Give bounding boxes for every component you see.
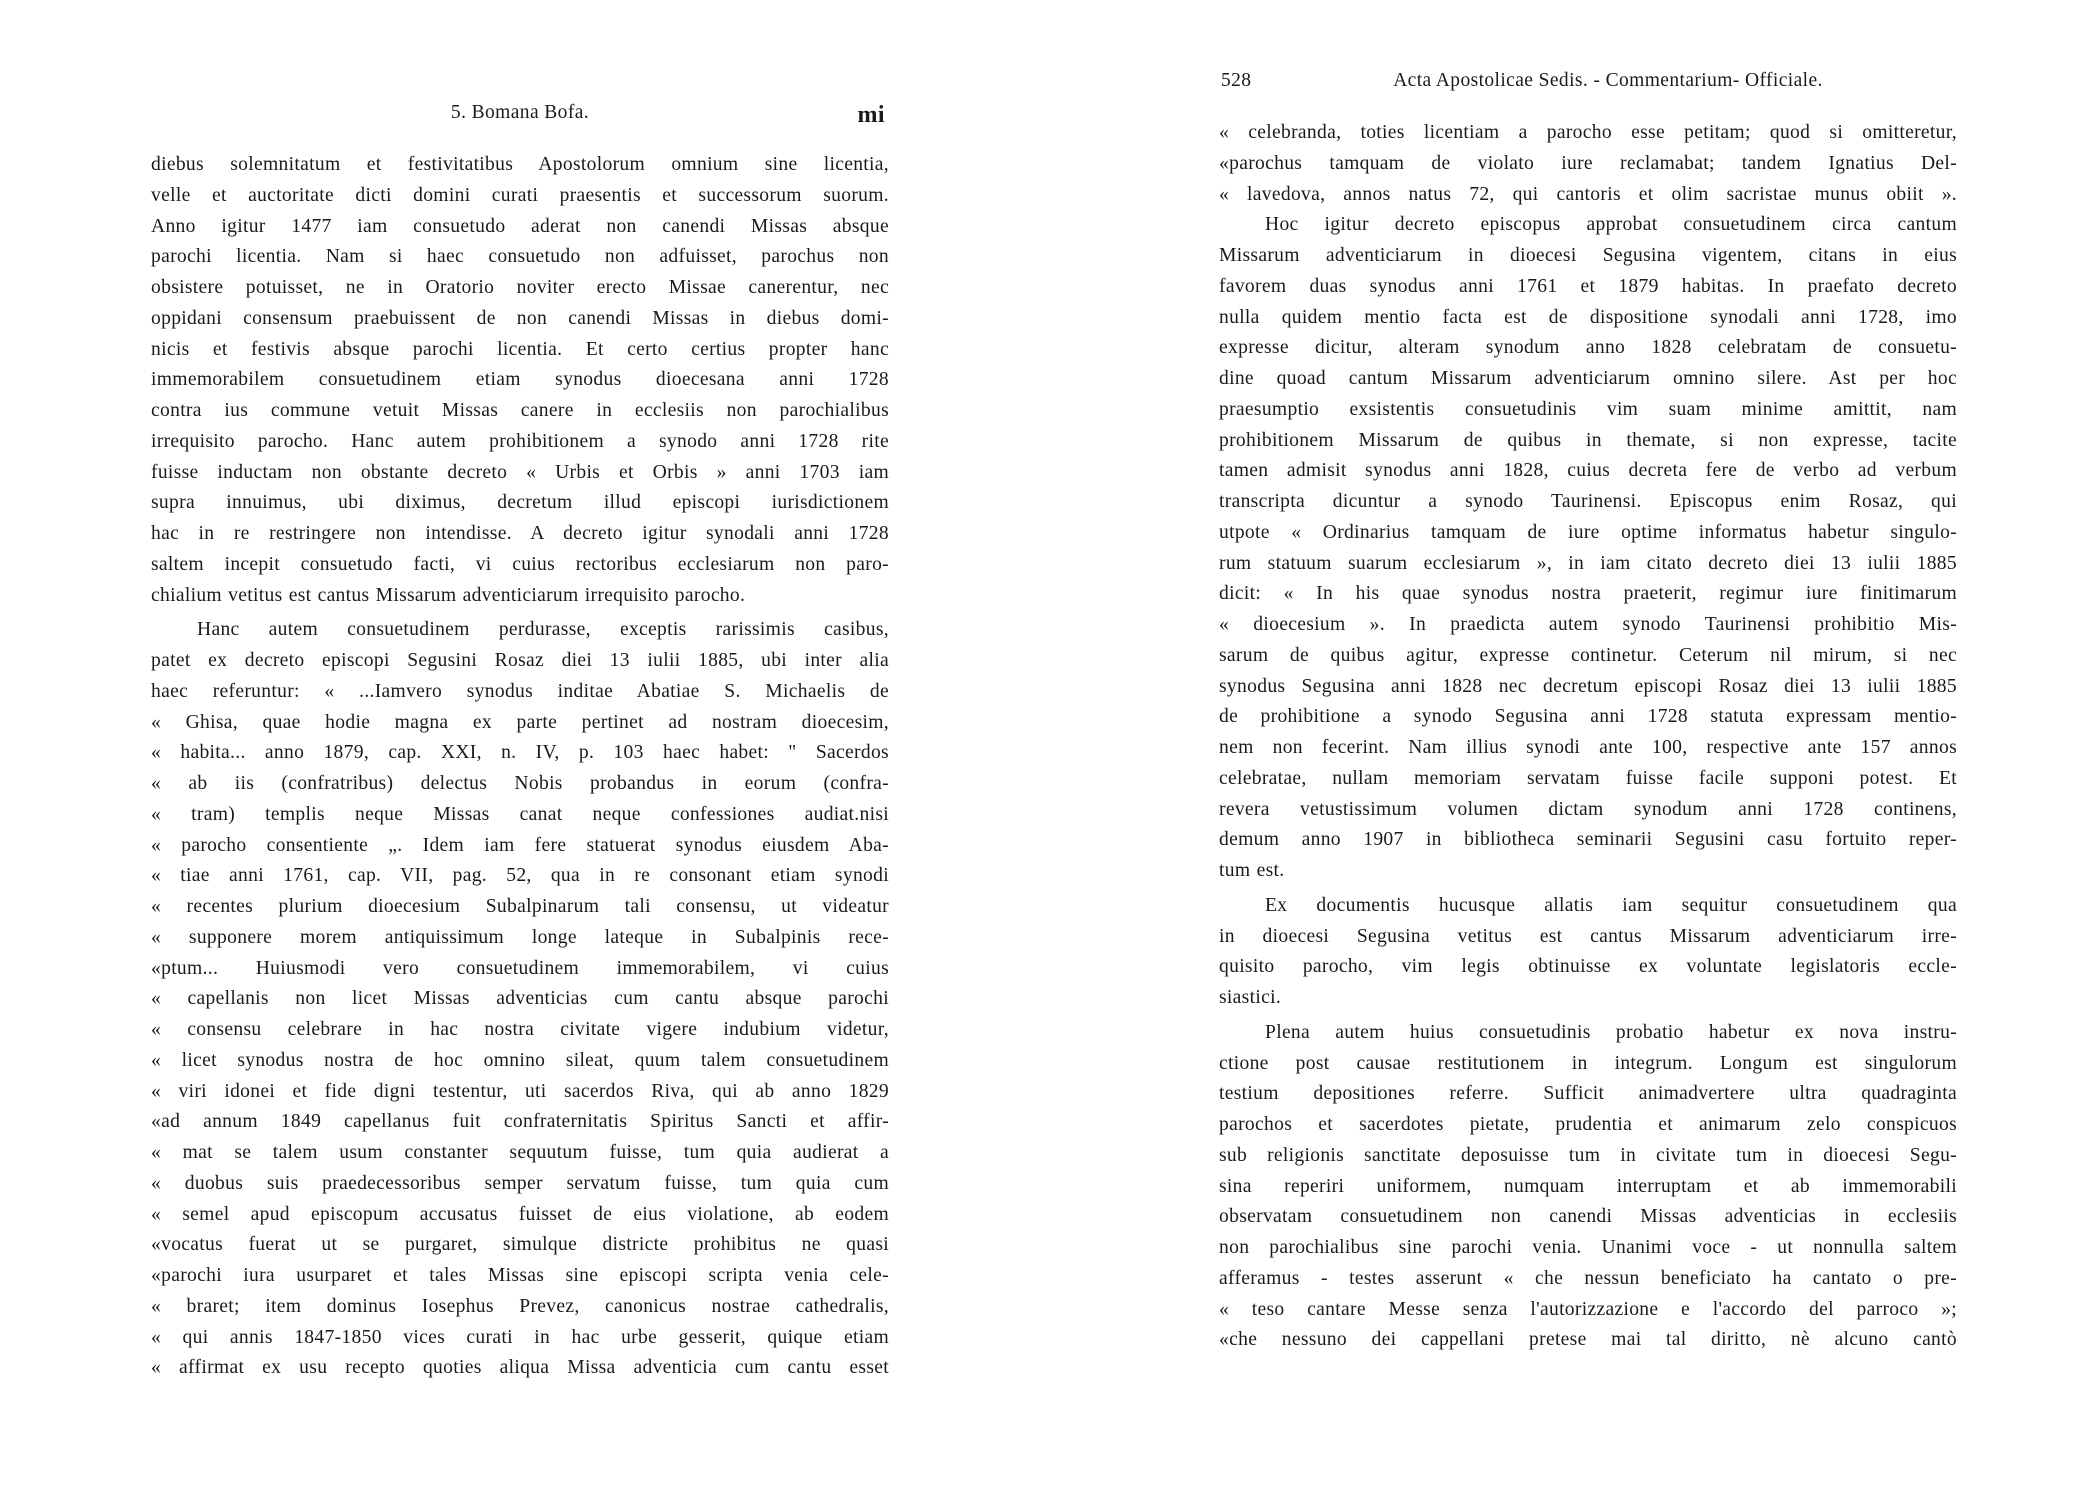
text-line: Ex documentis hucusque allatis iam sequitur consuetudinem qua bbox=[1265, 894, 1957, 916]
text-line: Plena autem huius consuetudinis probatio habetur ex nova instru- bbox=[1265, 1021, 1957, 1043]
text-line: nulla quidem mentio facta est de dispositione synodali anni 1728, imo bbox=[1219, 306, 1957, 328]
text-line: revera vetustissimum volumen dictam synodum anni 1728 continens, bbox=[1219, 798, 1957, 820]
text-line: « tiae anni 1761, cap. VII, pag. 52, qua in re consonant etiam synodi bbox=[151, 865, 889, 887]
text-line: obsistere potuisset, ne in Oratorio noviter erecto Missae canerentur, nec bbox=[151, 277, 889, 298]
text-line: rum statuum suarum ecclesiarum », in iam citato decreto diei 13 iulii 1885 bbox=[1219, 552, 1957, 574]
text-line: sarum de quibus agitur, expresse continetur. Ceterum nil mirum, si nec bbox=[1219, 644, 1957, 666]
text-line: «vocatus fuerat ut se purgaret, simulque districte prohibitus ne quasi bbox=[151, 1234, 889, 1256]
text-line: « lavedova, annos natus 72, qui cantoris et olim sacristae munus obiit ». bbox=[1219, 183, 1957, 205]
text-line: expresse dicitur, alteram synodum anno 1828 celebratam de consuetu- bbox=[1219, 337, 1957, 359]
text-line: de prohibitione a synodo Segusina anni 1728 statuta expressam mentio- bbox=[1219, 706, 1957, 728]
text-line: nem non fecerint. Nam illius synodi ante 100, respective ante 157 annos bbox=[1219, 737, 1957, 758]
text-line: « duobus suis praedecessoribus semper servatum fuisse, tum quia cum bbox=[151, 1172, 889, 1194]
text-line: prohibitionem Missarum de quibus in themate, si non expresse, tacite bbox=[1219, 429, 1957, 451]
text-line: fuisse inductam non obstante decreto « Urbis et Orbis » anni 1703 iam bbox=[151, 461, 889, 483]
text-line: observatam consuetudinem non canendi Missas adventicias in ecclesiis bbox=[1219, 1206, 1957, 1228]
text-line: Hanc autem consuetudinem perdurasse, exceptis rarissimis casibus, bbox=[197, 619, 889, 641]
text-line: demum anno 1907 in bibliotheca seminarii Segusini casu fortuito reper- bbox=[1219, 829, 1957, 851]
text-line: « braret; item dominus Iosephus Prevez, canonicus nostrae cathedralis, bbox=[151, 1295, 889, 1317]
text-line: « viri idonei et fide digni testentur, uti sacerdos Riva, qui ab anno 1829 bbox=[151, 1080, 889, 1102]
text-line: synodus Segusina anni 1828 nec decretum episcopi Rosaz diei 13 iulii 1885 bbox=[1219, 675, 1957, 697]
text-line: quisito parocho, vim legis obtinuisse ex voluntate legislatoris eccle- bbox=[1219, 956, 1957, 978]
text-line: parochi licentia. Nam si haec consuetudo non adfuisset, parochus non bbox=[151, 246, 889, 268]
right-page-number: 528 bbox=[1221, 70, 1252, 91]
left-body-text bbox=[151, 150, 889, 1384]
text-line: « ab iis (confratribus) delectus Nobis probandus in eorum (confra- bbox=[151, 773, 889, 794]
text-line: tum est. bbox=[1219, 860, 1285, 881]
text-line: praesumptio exsistentis consuetudinis vim suam minime amittit, nam bbox=[1219, 398, 1957, 420]
text-line: « parocho consentiente „. Idem iam fere statuerat synodus eiusdem Aba- bbox=[151, 834, 889, 856]
text-line: utpote « Ordinarius tamquam de iure optime informatus habetur singulo- bbox=[1219, 521, 1957, 543]
left-page bbox=[151, 0, 889, 1500]
left-running-title: 5. Bomana Bofa. bbox=[450, 102, 590, 123]
text-line: contra ius commune vetuit Missas canere in ecclesiis non parochialibus bbox=[151, 400, 889, 421]
text-line: velle et auctoritate dicti domini curati praesentis et successorum suorum. bbox=[151, 184, 889, 206]
text-line: « capellanis non licet Missas adventicias cum cantu absque parochi bbox=[151, 988, 889, 1010]
text-line: « teso cantare Messe senza l'autorizzazione e l'accordo del parroco »; bbox=[1219, 1298, 1957, 1320]
text-line: sub religionis sanctitate deposuisse tum in civitate tum in dioecesi Segu- bbox=[1219, 1144, 1957, 1166]
text-line: «parochi iura usurparet et tales Missas sine episcopi scripta venia cele- bbox=[151, 1265, 889, 1286]
text-line: parochos et sacerdotes pietate, prudentia et animarum zelo conspicuos bbox=[1219, 1114, 1957, 1135]
left-page-number: mi bbox=[857, 102, 885, 128]
text-line: « tram) templis neque Missas canat neque confessiones audiat.nisi bbox=[151, 803, 889, 825]
text-line: favorem duas synodus anni 1761 et 1879 habitas. In praefato decreto bbox=[1219, 275, 1957, 297]
text-line: « semel apud episcopum accusatus fuisset de eius violatione, ab eodem bbox=[151, 1203, 889, 1225]
right-running-title: Acta Apostolicae Sedis. - Commentarium- Officiale. bbox=[1393, 70, 1823, 91]
text-line: « dioecesium ». In praedicta autem synodo Taurinensi prohibitio Mis- bbox=[1219, 614, 1957, 635]
text-line: haec referuntur: « ...Iamvero synodus inditae Abatiae S. Michaelis de bbox=[151, 680, 889, 702]
right-page bbox=[1219, 0, 1957, 1500]
text-line: saltem incepit consuetudo facti, vi cuius rectoribus ecclesiarum non paro- bbox=[151, 553, 889, 575]
right-body-text bbox=[1219, 118, 1957, 1356]
text-line: patet ex decreto episcopi Segusini Rosaz diei 13 iulii 1885, ubi inter alia bbox=[151, 650, 889, 671]
text-line: « Ghisa, quae hodie magna ex parte pertinet ad nostram dioecesim, bbox=[151, 711, 889, 733]
text-line: Anno igitur 1477 iam consuetudo aderat non canendi Missas absque bbox=[151, 215, 889, 237]
text-line: Hoc igitur decreto episcopus approbat consuetudinem circa cantum bbox=[1265, 214, 1957, 236]
right-running-head bbox=[1219, 70, 1957, 100]
text-line: in dioecesi Segusina vetitus est cantus Missarum adventiciarum irre- bbox=[1219, 925, 1957, 947]
text-line: «che nessuno dei cappellani pretese mai tal diritto, nè alcuno cantò bbox=[1219, 1329, 1957, 1351]
text-line: «ptum... Huiusmodi vero consuetudinem immemorabilem, vi cuius bbox=[151, 957, 889, 979]
text-line: dine quoad cantum Missarum adventiciarum omnino silere. Ast per hoc bbox=[1219, 368, 1957, 389]
text-line: immemorabilem consuetudinem etiam synodus dioecesana anni 1728 bbox=[151, 369, 889, 391]
text-line: « recentes plurium dioecesium Subalpinarum tali consensu, ut videatur bbox=[151, 896, 889, 917]
text-line: « affirmat ex usu recepto quoties aliqua Missa adventicia cum cantu esset bbox=[151, 1357, 889, 1379]
text-line: afferamus - testes asserunt « che nessun beneficiato ha cantato o pre- bbox=[1219, 1267, 1957, 1289]
text-line: « mat se talem usum constanter sequutum fuisse, tum quia audierat a bbox=[151, 1142, 889, 1163]
text-line: « celebranda, toties licentiam a parocho esse petitam; quod si omitteretur, bbox=[1219, 122, 1957, 143]
text-line: « consensu celebrare in hac nostra civitate vigere indubium videtur, bbox=[151, 1019, 889, 1040]
text-line: ctione post causae restitutionem in integrum. Longum est singulorum bbox=[1219, 1052, 1957, 1074]
text-line: tamen admisit synodus anni 1828, cuius decreta fere de verbo ad verbum bbox=[1219, 460, 1957, 482]
text-line: Missarum adventiciarum in dioecesi Segusina vigentem, citans in eius bbox=[1219, 245, 1957, 266]
text-line: sina reperiri uniformem, numquam interruptam et ab immemorabili bbox=[1219, 1175, 1957, 1197]
text-line: hac in re restringere non intendisse. A decreto igitur synodali anni 1728 bbox=[151, 523, 889, 544]
text-line: « qui annis 1847-1850 vices curati in hac urbe gesserit, quique etiam bbox=[151, 1326, 889, 1348]
text-line: siastici. bbox=[1219, 987, 1282, 1008]
text-line: «parochus tamquam de violato iure reclamabat; tandem Ignatius Del- bbox=[1219, 152, 1957, 174]
text-line: nicis et festivis absque parochi licentia. Et certo certius propter hanc bbox=[151, 338, 889, 360]
text-line: diebus solemnitatum et festivitatibus Apostolorum omnium sine licentia, bbox=[151, 154, 889, 175]
text-line: testium depositiones referre. Sufficit animadvertere ultra quadraginta bbox=[1219, 1083, 1957, 1105]
text-line: dicit: « In his quae synodus nostra praeterit, regimur iure finitimarum bbox=[1219, 583, 1957, 605]
text-line: « habita... anno 1879, cap. XXI, n. IV, p. 103 haec habet: " Sacerdos bbox=[151, 742, 889, 764]
text-line: supra innuimus, ubi diximus, decretum illud episcopi iurisdictionem bbox=[151, 492, 889, 514]
text-line: « licet synodus nostra de hoc omnino sileat, quum talem consuetudinem bbox=[151, 1049, 889, 1071]
text-line: celebratae, nullam memoriam servatam fuisse facile supponi potest. Et bbox=[1219, 767, 1957, 789]
text-line: irrequisito parocho. Hanc autem prohibitionem a synodo anni 1728 rite bbox=[151, 430, 889, 452]
text-line: oppidani consensum praebuissent de non canendi Missas in diebus domi- bbox=[151, 307, 889, 329]
text-line: « supponere morem antiquissimum longe lateque in Subalpinis rece- bbox=[151, 926, 889, 948]
text-line: non parochialibus sine parochi venia. Unanimi voce - ut nonnulla saltem bbox=[1219, 1237, 1957, 1258]
left-running-head bbox=[151, 102, 889, 132]
text-line: transcripta dicuntur a synodo Taurinensi. Episcopus enim Rosaz, qui bbox=[1219, 491, 1957, 512]
text-line: «ad annum 1849 capellanus fuit confraternitatis Spiritus Sancti et affir- bbox=[151, 1111, 889, 1133]
text-line: chialium vetitus est cantus Missarum adventiciarum irrequisito parocho. bbox=[151, 584, 746, 606]
